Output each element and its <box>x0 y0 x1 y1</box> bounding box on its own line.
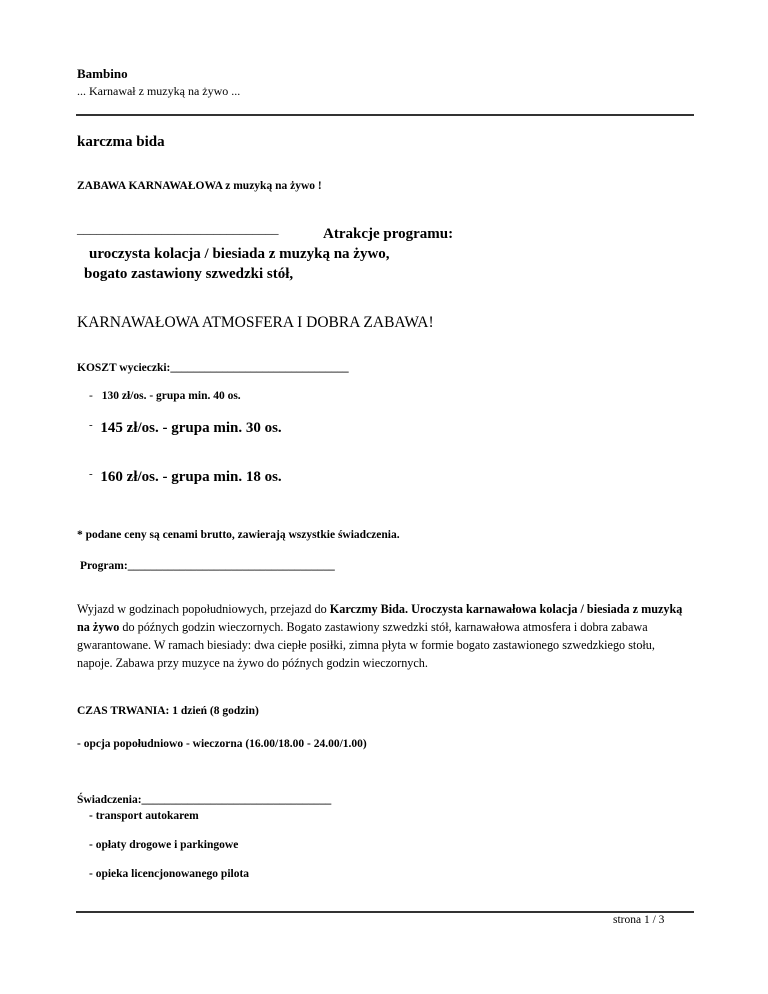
price-item <box>89 419 282 437</box>
price-dash: - <box>89 468 93 480</box>
program-underline: ____________________________________ <box>127 560 335 572</box>
services-label <box>77 794 331 806</box>
program-text-bold: Karczmy Bida. Uroczysta karnawałowa kolacja / biesiada z muzyką na żywo <box>77 602 683 634</box>
services-label-text: Świadczenia: <box>77 794 142 806</box>
duration-label: CZAS TRWANIA: 1 dzień (8 godzin) <box>77 705 259 717</box>
event-title: ZABAWA KARNAWAŁOWA z muzyką na żywo ! <box>77 180 322 192</box>
cost-label-text: KOSZT wycieczki: <box>77 362 171 374</box>
price-dash: - <box>89 419 93 431</box>
price-item <box>89 390 241 402</box>
venue-name: karczma bida <box>77 134 165 150</box>
footer-divider <box>76 911 694 913</box>
price-text: 130 zł/os. - grupa min. 40 os. <box>101 390 241 402</box>
price-note: * podane ceny są cenami brutto, zawierają wszystkie świadczenia. <box>77 529 400 541</box>
program-text-part2: do późnych godzin wieczornych. Bogato zastawiony szwedzki stół, karnawałowa atmosfera i dobra zabawa gwarantowane. W ramach biesiady: dwa ciepłe posiłki, zimna płyta w formie bogato zastawionego szwedzkiego stołu, napoje. Zabawa przy muzyce na żywo do późnych godzin wieczornych. <box>77 620 655 670</box>
attraction-item: bogato zastawiony szwedzki stół, <box>84 266 294 282</box>
program-text-part1: Wyjazd w godzinach popołudniowych, przejazd do <box>77 602 330 616</box>
cost-label <box>77 362 349 374</box>
duration-option: - opcja popołudniowo - wieczorna (16.00/18.00 - 24.00/1.00) <box>77 738 367 750</box>
service-item: - transport autokarem <box>89 810 199 822</box>
brand-title: Bambino <box>77 66 128 81</box>
service-item: - opłaty drogowe i parkingowe <box>89 839 239 851</box>
price-dash: - <box>89 390 93 402</box>
attraction-item: uroczysta kolacja / biesiada z muzyką na żywo, <box>89 246 390 262</box>
program-label-text: Program: <box>80 560 128 572</box>
services-underline: _________________________________ <box>141 794 332 806</box>
price-text: 145 zł/os. - grupa min. 30 os. <box>100 420 282 436</box>
attractions-heading: Atrakcje programu: <box>323 226 454 242</box>
program-label <box>80 560 335 572</box>
cost-underline: _______________________________ <box>170 362 349 374</box>
attractions-underline: _______________________________ <box>77 221 279 236</box>
brand-subtitle: ... Karnawał z muzyką na żywo ... <box>77 84 241 98</box>
service-item: - opieka licencjonowanego pilota <box>89 868 250 880</box>
price-item <box>89 468 282 486</box>
page-number: strona 1 / 3 <box>613 914 665 926</box>
program-description <box>77 600 687 672</box>
slogan: KARNAWAŁOWA ATMOSFERA I DOBRA ZABAWA! <box>77 314 434 331</box>
header-divider <box>76 114 694 116</box>
price-text: 160 zł/os. - grupa min. 18 os. <box>100 469 282 485</box>
